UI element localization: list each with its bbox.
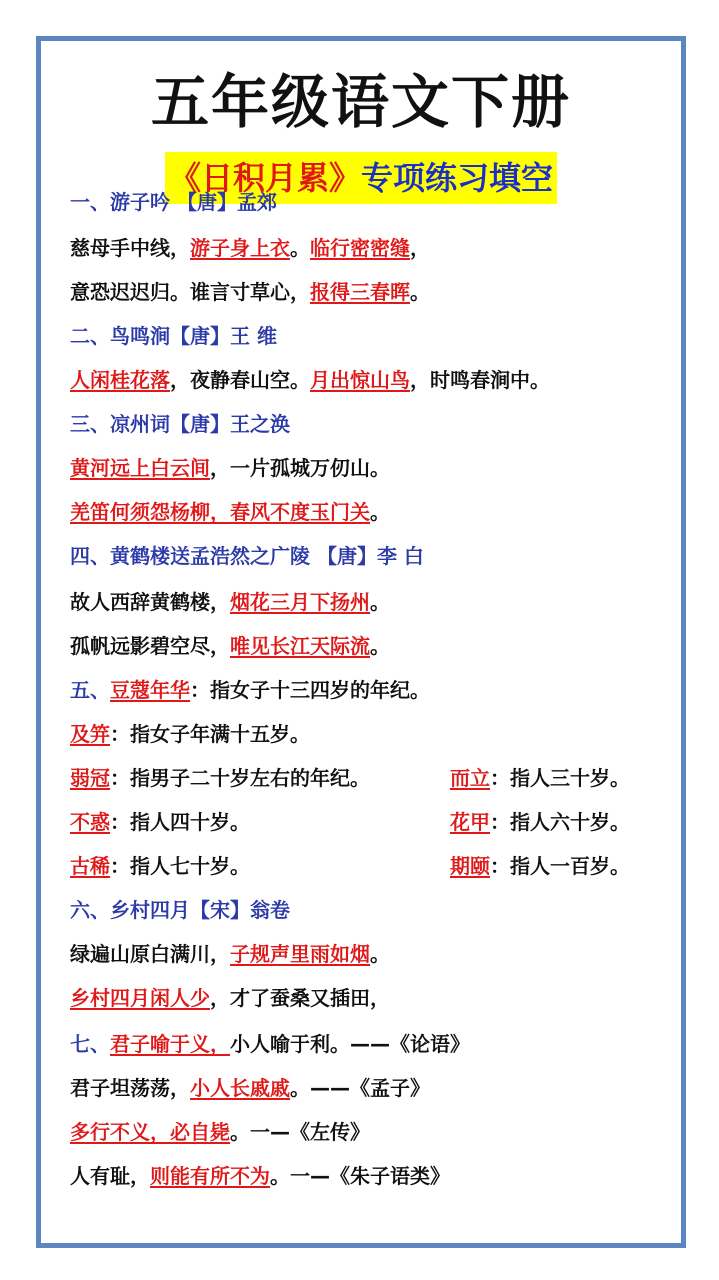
answer-text: 唯见长江天际流 bbox=[230, 634, 370, 658]
line-text: 。一—《朱子语类》 bbox=[270, 1164, 450, 1188]
line-text: ：指人三十岁。 bbox=[490, 766, 630, 790]
answer-text: 期颐 bbox=[450, 854, 490, 878]
text-line bbox=[70, 852, 630, 880]
answer-text: 人闲桂花落 bbox=[70, 368, 170, 392]
line-text: 。——《孟子》 bbox=[290, 1076, 430, 1100]
text-line bbox=[70, 720, 310, 748]
line-text: 。 bbox=[290, 236, 310, 260]
text-line bbox=[70, 896, 290, 924]
section-heading-text: 六、乡村四月【宋】翁卷 bbox=[70, 898, 290, 922]
text-line bbox=[70, 808, 630, 836]
text-line bbox=[70, 676, 430, 704]
answer-text: 子规声里雨如烟 bbox=[230, 942, 370, 966]
text-line bbox=[70, 984, 390, 1012]
subtitle-red: 《日积月累》 bbox=[168, 159, 361, 197]
text-line bbox=[70, 454, 390, 482]
line-text: 孤帆远影碧空尽， bbox=[70, 634, 230, 658]
answer-text: 乡村四月闲人少 bbox=[70, 986, 210, 1010]
line-text: 君子坦荡荡， bbox=[70, 1076, 190, 1100]
answer-text: 花甲 bbox=[450, 810, 490, 834]
line-text: 人有耻， bbox=[70, 1164, 150, 1188]
line-text: ，一片孤城万仞山。 bbox=[210, 456, 390, 480]
text-line bbox=[70, 940, 390, 968]
line-text: ：指人七十岁。 bbox=[110, 854, 250, 878]
line-text: ，时鸣春涧中。 bbox=[410, 368, 550, 392]
line-text: 。一—《左传》 bbox=[230, 1120, 370, 1144]
line-text: 。 bbox=[410, 280, 430, 304]
line-text: 小人喻于利。——《论语》 bbox=[230, 1032, 470, 1056]
line-text: ， bbox=[410, 236, 430, 260]
answer-text: 报得三春晖 bbox=[310, 280, 410, 304]
page-title: 五年级语文下册 bbox=[150, 68, 571, 136]
text-line bbox=[70, 410, 290, 438]
line-text: 。 bbox=[370, 634, 390, 658]
right-column bbox=[450, 764, 630, 792]
text-line bbox=[70, 278, 430, 306]
line-text: 。 bbox=[370, 942, 390, 966]
section-heading-text: 四、黄鹤楼送孟浩然之广陵 【唐】李 白 bbox=[70, 544, 424, 568]
section-heading-text: 一、游子吟 【唐】孟郊 bbox=[70, 190, 277, 214]
section-heading-text: 三、凉州词【唐】王之涣 bbox=[70, 412, 290, 436]
answer-text: 羌笛何须怨杨柳，春风不度玉门关 bbox=[70, 500, 370, 524]
text-line bbox=[70, 498, 390, 526]
section-heading-text: 七、 bbox=[70, 1032, 110, 1056]
text-line bbox=[70, 588, 390, 616]
text-line bbox=[70, 366, 550, 394]
section-heading-text: 五、 bbox=[70, 678, 110, 702]
answer-text: 临行密密缝 bbox=[310, 236, 410, 260]
right-column bbox=[450, 808, 630, 836]
answer-text: 不惑 bbox=[70, 810, 110, 834]
text-line bbox=[70, 1118, 370, 1146]
line-text: 。 bbox=[370, 590, 390, 614]
line-text: 慈母手中线， bbox=[70, 236, 190, 260]
line-text: ：指人六十岁。 bbox=[490, 810, 630, 834]
text-line bbox=[70, 1162, 450, 1190]
answer-text: 则能有所不为 bbox=[150, 1164, 270, 1188]
answer-text: 君子喻于义， bbox=[110, 1032, 230, 1056]
answer-text: 弱冠 bbox=[70, 766, 110, 790]
text-line bbox=[70, 1074, 430, 1102]
text-line bbox=[70, 632, 390, 660]
answer-text: 小人长戚戚 bbox=[190, 1076, 290, 1100]
line-text: ，才了蚕桑又插田， bbox=[210, 986, 390, 1010]
answer-text: 游子身上衣 bbox=[190, 236, 290, 260]
line-text: 意恐迟迟归。谁言寸草心， bbox=[70, 280, 310, 304]
line-text: 绿遍山原白满川， bbox=[70, 942, 230, 966]
text-line bbox=[70, 1030, 470, 1058]
answer-text: 多行不义，必自毙 bbox=[70, 1120, 230, 1144]
page-frame bbox=[36, 36, 686, 1248]
line-text: ：指人四十岁。 bbox=[110, 810, 250, 834]
line-text: 。 bbox=[370, 500, 390, 524]
line-text: ：指男子二十岁左右的年纪。 bbox=[110, 766, 370, 790]
answer-text: 黄河远上白云间 bbox=[70, 456, 210, 480]
line-text: ：指女子年满十五岁。 bbox=[110, 722, 310, 746]
text-line bbox=[70, 234, 430, 262]
line-text: ，夜静春山空。 bbox=[170, 368, 310, 392]
line-text: ：指女子十三四岁的年纪。 bbox=[190, 678, 430, 702]
answer-text: 豆蔻年华 bbox=[110, 678, 190, 702]
right-column bbox=[450, 852, 630, 880]
answer-text: 而立 bbox=[450, 766, 490, 790]
answer-text: 及笄 bbox=[70, 722, 110, 746]
answer-text: 烟花三月下扬州 bbox=[230, 590, 370, 614]
subtitle-blue: 专项练习填空 bbox=[361, 159, 554, 197]
line-text: ：指人一百岁。 bbox=[490, 854, 630, 878]
section-heading-text: 二、鸟鸣涧【唐】王 维 bbox=[70, 324, 277, 348]
answer-text: 古稀 bbox=[70, 854, 110, 878]
text-line bbox=[70, 322, 277, 350]
text-line bbox=[70, 542, 424, 570]
text-line bbox=[70, 764, 630, 792]
text-line bbox=[70, 188, 277, 216]
line-text: 故人西辞黄鹤楼， bbox=[70, 590, 230, 614]
answer-text: 月出惊山鸟 bbox=[310, 368, 410, 392]
